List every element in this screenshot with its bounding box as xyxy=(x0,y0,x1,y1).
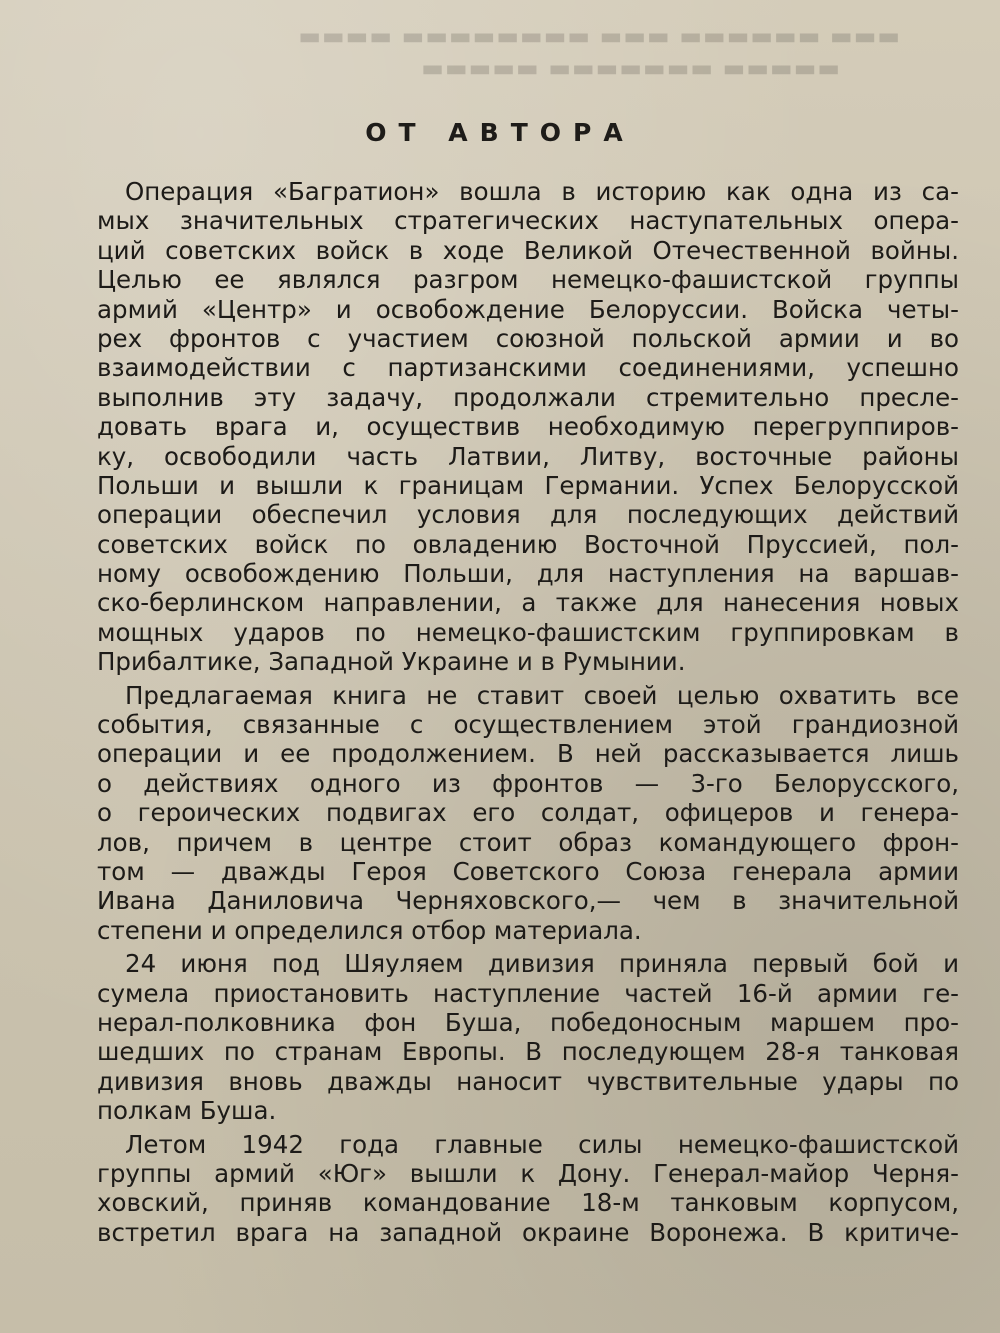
text-line: 24 июня под Шяуляем дивизия приняла первый бой и xyxy=(125,949,959,979)
text-line: степени и определился отбор материала. xyxy=(97,915,642,945)
body-text xyxy=(97,177,959,1247)
text-line: выполнив эту задачу, продолжали стремительно пресле- xyxy=(97,382,959,412)
bleed-through-text: ▬▬▬ ▬▬▬▬▬▬ ▬▬▬ ▬▬▬▬▬▬▬▬ ▬▬▬▬ xyxy=(297,22,900,50)
text-line: том — дважды Героя Советского Союза генерала армии xyxy=(97,856,959,886)
text-line: нерал-полковника фон Буша, победоносным маршем про- xyxy=(97,1007,959,1037)
text-line: рех фронтов с участием союзной польской армии и во xyxy=(97,323,959,353)
paragraph-1 xyxy=(97,177,959,677)
text-line: Целью ее являлся разгром немецко-фашистской группы xyxy=(97,265,959,295)
text-line: Польши и вышли к границам Германии. Успех Белорусской xyxy=(97,470,959,500)
text-line: довать врага и, осуществив необходимую перегруппиров- xyxy=(97,412,959,442)
text-line: операции и ее продолжением. В ней рассказывается лишь xyxy=(97,739,959,769)
text-line: армий «Центр» и освобождение Белоруссии. Войска четы- xyxy=(97,294,959,324)
text-line: мых значительных стратегических наступательных опера- xyxy=(97,206,959,236)
paragraph-2 xyxy=(97,681,959,946)
text-line: Ивана Даниловича Черняховского,— чем в значительной xyxy=(97,886,959,916)
text-line: ций советских войск в ходе Великой Отечественной войны. xyxy=(97,235,959,265)
text-line: операции обеспечил условия для последующих действий xyxy=(97,500,959,530)
text-line: ско-берлинском направлении, а также для нанесения новых xyxy=(97,588,959,618)
text-line: Предлагаемая книга не ставит своей целью охватить все xyxy=(125,680,959,710)
paragraph-3 xyxy=(97,949,959,1125)
text-line: встретил врага на западной окраине Воронежа. В критиче- xyxy=(97,1217,959,1247)
text-line: лов, причем в центре стоит образ командующего фрон- xyxy=(97,827,959,857)
page-title: ОТ АВТОРА xyxy=(365,118,635,147)
text-line: ку, освободили часть Латвии, Литву, восточные районы xyxy=(97,441,959,471)
text-line: ховский, приняв командование 18-м танковым корпусом, xyxy=(97,1188,959,1218)
text-line: ному освобождению Польши, для наступления на варшав- xyxy=(97,559,959,589)
text-line: шедших по странам Европы. В последующем 28-я танковая xyxy=(97,1037,959,1067)
text-line: о действиях одного из фронтов — 3-го Белорусского, xyxy=(97,768,959,798)
text-line: о героических подвигах его солдат, офицеров и генера- xyxy=(97,798,959,828)
paragraph-4 xyxy=(97,1130,959,1248)
text-line: Летом 1942 года главные силы немецко-фашистской xyxy=(125,1129,959,1159)
text-line: события, связанные с осуществлением этой грандиозной xyxy=(97,710,959,740)
text-line: Операция «Багратион» вошла в историю как одна из са- xyxy=(125,177,959,206)
text-line: сумела приостановить наступление частей 16-й армии ге- xyxy=(97,978,959,1008)
text-line: дивизия вновь дважды наносит чувствительные удары по xyxy=(97,1066,959,1096)
text-line: полкам Буша. xyxy=(97,1096,277,1126)
text-line: взаимодействии с партизанскими соединениями, успешно xyxy=(97,353,959,383)
text-line: советских войск по овладению Восточной Пруссией, пол- xyxy=(97,529,959,559)
text-line: мощных ударов по немецко-фашистским группировкам в xyxy=(97,617,959,647)
text-line: группы армий «Юг» вышли к Дону. Генерал-майор Черня- xyxy=(97,1158,959,1188)
bleed-through-text: ▬▬▬▬▬ ▬▬▬▬▬▬▬ ▬▬▬▬▬ xyxy=(420,54,840,82)
text-line: Прибалтике, Западной Украине и в Румынии. xyxy=(97,647,686,677)
